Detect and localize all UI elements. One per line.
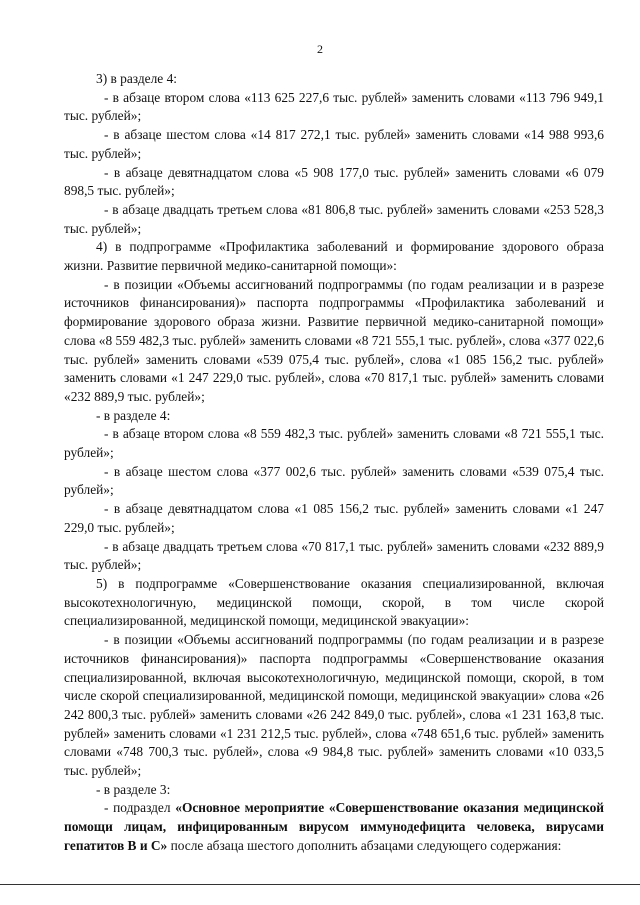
paragraph: - в абзаце девятнадцатом слова «1 085 156,2 тыс. рублей» заменить словами «1 247 229,0 тыс. рублей»; [64,501,604,535]
page-edge-line [0,884,640,885]
paragraph-prefix: - подраздел [104,800,176,816]
paragraph: - в разделе 3: [96,781,171,797]
page-number: 2 [317,42,323,56]
paragraph: - в абзаце втором слова «8 559 482,3 тыс. рублей» заменить словами «8 721 555,1 тыс. рублей»; [64,426,604,461]
paragraph: - в абзаце двадцать третьем слова «70 817,1 тыс. рублей» заменить словами «232 889,9 тыс. рублей»; [64,538,604,573]
paragraph: - в абзаце втором слова «113 625 227,6 тыс. рублей» заменить словами «113 796 949,1 тыс. рублей»; [64,89,604,124]
paragraph: 4) в подпрограмме «Профилактика заболеваний и формирование здорового образа жизни. Развитие первичной медико-санитарной помощи»: [64,239,604,274]
paragraph: - в абзаце двадцать третьем слова «81 806,8 тыс. рублей» заменить словами «253 528,3 тыс. рублей»; [64,201,604,236]
paragraph: - в абзаце шестом слова «14 817 272,1 тыс. рублей» заменить словами «14 988 993,6 тыс. рублей»; [64,127,604,161]
paragraph: - в абзаце девятнадцатом слова «5 908 177,0 тыс. рублей» заменить словами «6 079 898,5 тыс. рублей»; [64,164,604,199]
subsection-title: «Основное мероприятие «Совершенствование оказания медицинской помощи лицам, инфицированным вирусом иммунодефицита человека, вирусами гепатитов В и С» [64,800,604,853]
paragraph: 3) в разделе 4: [96,71,178,86]
paragraph: - в разделе 4: [96,407,171,423]
paragraph [64,799,604,855]
paragraph: - в позиции «Объемы ассигнований подпрограммы (по годам реализации и в разрезе источников финансирования)» паспорта подпрограммы «Совершенствование оказания специализированной, включая высокотехнологичную, медицинской помощи, скорой, в том числе скорой специализированной, медицинской помощи, медицинской эвакуации» слова «26 242 800,3 тыс. рублей» заменить словами «26 242 849,0 тыс. рублей», слова «1 231 163,8 тыс. рублей» заменить словами «1 231 212,5 тыс. рублей», слова «748 651,6 тыс. рублей» заменить словами «748 700,3 тыс. рублей», слова «9 984,8 тыс. рублей» заменить словами «10 033,5 тыс. рублей»; [64,632,604,779]
document-body [64,70,604,856]
paragraph-suffix: после абзаца шестого дополнить абзацами следующего содержания: [167,837,562,853]
paragraph: 5) в подпрограмме «Совершенствование оказания специализированной, включая высокотехнологичную, медицинской помощи, скорой, в том числе скорой специализированной, медицинской помощи, медицинской эвакуации»: [64,575,604,629]
paragraph: - в абзаце шестом слова «377 002,6 тыс. рублей» заменить словами «539 075,4 тыс. рублей»; [64,463,604,498]
paragraph: - в позиции «Объемы ассигнований подпрограммы (по годам реализации и в разрезе источников финансирования)» паспорта подпрограммы «Профилактика заболеваний и формирование здорового образа жизни. Развитие первичной медико-санитарной помощи» слова «8 559 482,3 тыс. рублей» заменить словами «8 721 555,1 тыс. рублей», слова «377 022,6 тыс. рублей» заменить словами «539 075,4 тыс. рублей», слова «1 085 156,2 тыс. рублей» заменить словами «1 247 229,0 тыс. рублей», слова «70 817,1 тыс. рублей» заменить словами «232 889,9 тыс. рублей»; [64,276,604,404]
